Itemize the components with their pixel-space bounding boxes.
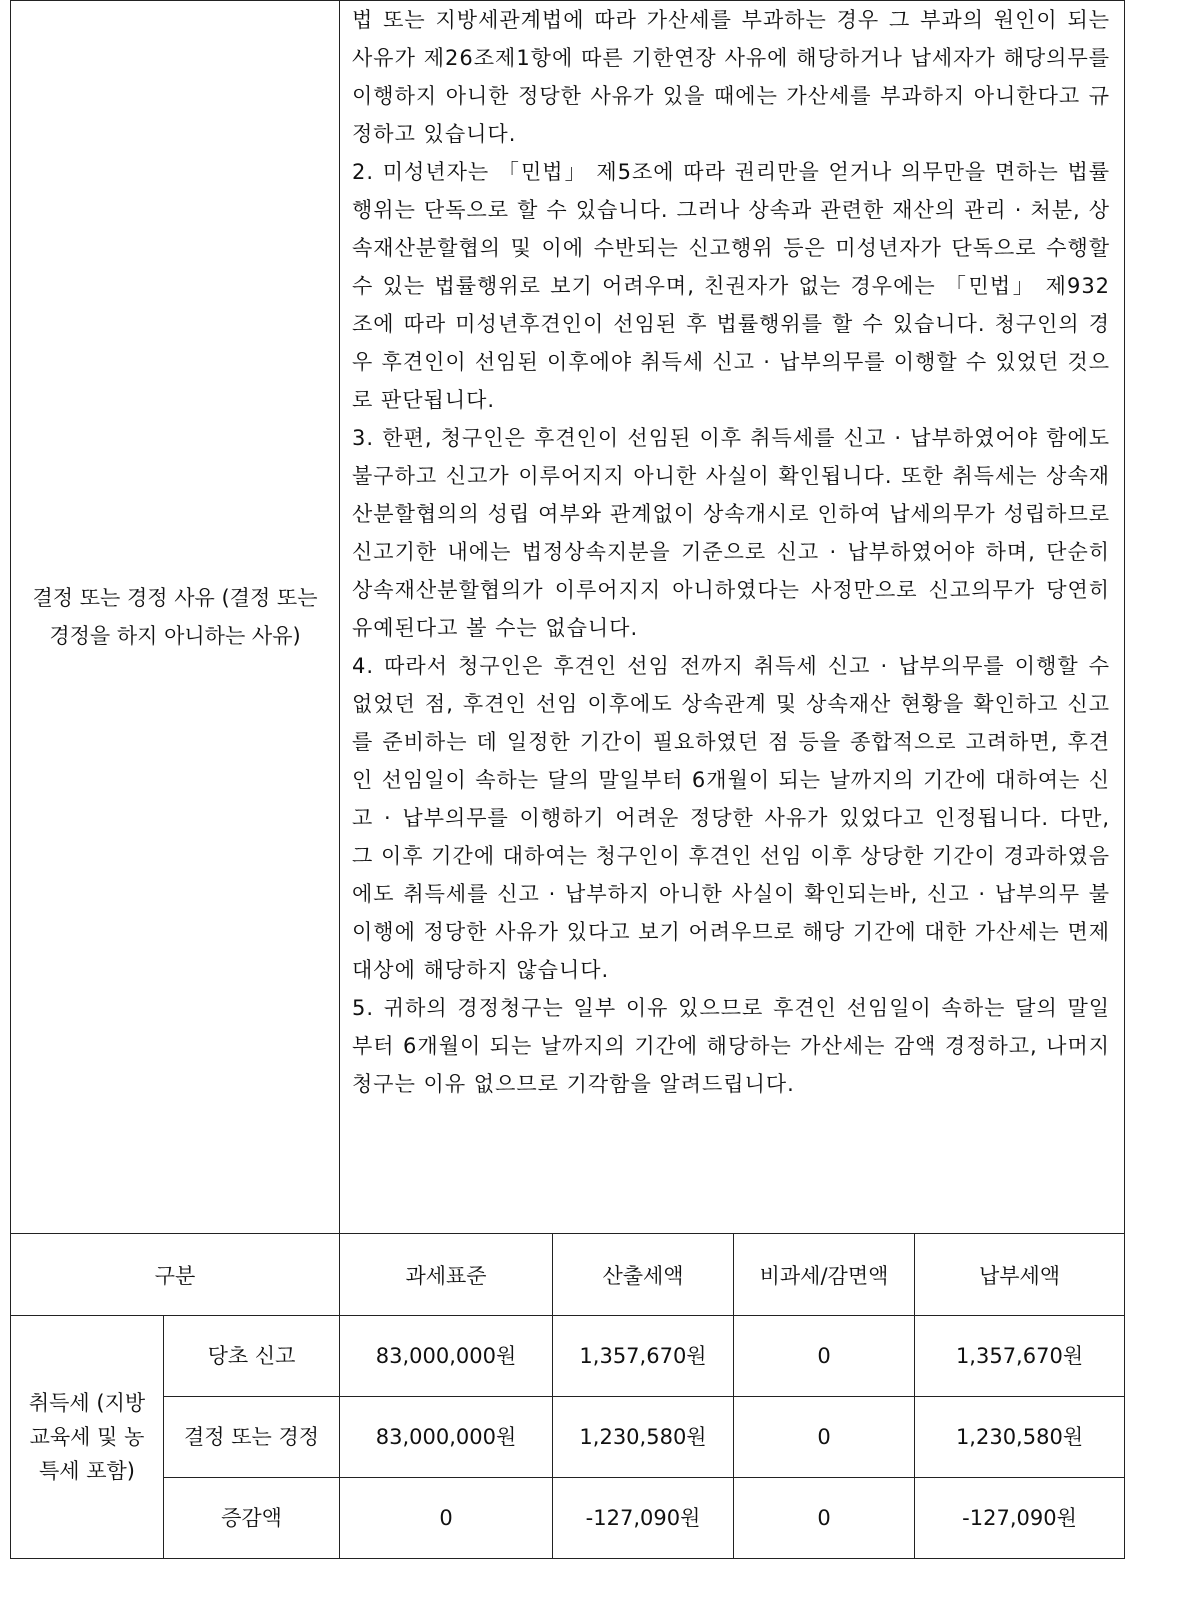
reason-paragraph-3: 3. 한편, 청구인은 후견인이 선임된 이후 취득세를 신고 · 납부하였어야 함에도 불구하고 신고가 이루어지지 아니한 사실이 확인됩니다. 또한 취득세는 상속재산분할협의의 성립 여부와 관계없이 상속개시로 인하여 납세의무가 성립하므로 신고기한 내에는 법정상속지분을 기준으로 신고 · 납부하였어야 하며, 단순히 상속재산분할협의가 이루어지지 아니하였다는 사정만으로 신고의무가 당연히 유예된다고 볼 수는 없습니다. (352, 426, 1111, 640)
header-tax-base: 과세표준 (340, 1234, 553, 1316)
cell-tax-base: 0 (340, 1478, 553, 1559)
cell-exemption: 0 (734, 1478, 915, 1559)
cell-computed-tax: 1,230,580원 (553, 1397, 734, 1478)
reason-paragraph-5: 5. 귀하의 경정청구는 일부 이유 있으므로 후견인 선임일이 속하는 달의 말일부터 6개월이 되는 날까지의 기간에 해당하는 가산세는 감액 경정하고, 나머지 청구는 이유 없으므로 기각함을 알려드립니다. (352, 996, 1111, 1096)
cell-computed-tax: -127,090원 (553, 1478, 734, 1559)
acquisition-tax-group-label: 취득세 (지방교육세 및 농특세 포함) (11, 1316, 164, 1559)
cell-exemption: 0 (734, 1316, 915, 1397)
reason-label: 결정 또는 경정 사유 (결정 또는 경정을 하지 아니하는 사유) (11, 1, 340, 1234)
cell-payable-tax: 1,357,670원 (915, 1316, 1125, 1397)
table-row (11, 1478, 1125, 1559)
reason-paragraph-1: 법 또는 지방세관계법에 따라 가산세를 부과하는 경우 그 부과의 원인이 되는 사유가 제26조제1항에 따른 기한연장 사유에 해당하거나 납세자가 해당의무를 이행하지 아니한 정당한 사유가 있을 때에는 가산세를 부과하지 아니한다고 규정하고 있습니다. (352, 8, 1111, 146)
header-category: 구분 (11, 1234, 340, 1316)
row-label: 결정 또는 경정 (164, 1397, 340, 1478)
cell-payable-tax: -127,090원 (915, 1478, 1125, 1559)
reason-paragraph-4: 4. 따라서 청구인은 후견인 선임 전까지 취득세 신고 · 납부의무를 이행할 수 없었던 점, 후견인 선임 이후에도 상속관계 및 상속재산 현황을 확인하고 신고를 준비하는 데 일정한 기간이 필요하였던 점 등을 종합적으로 고려하면, 후견인 선임일이 속하는 달의 말일부터 6개월이 되는 날까지의 기간에 대하여는 신고 · 납부의무를 이행하기 어려운 정당한 사유가 있었다고 인정됩니다. 다만, 그 이후 기간에 대하여는 청구인이 후견인 선임 이후 상당한 기간이 경과하였음에도 취득세를 신고 · 납부하지 아니한 사실이 확인되는바, 신고 · 납부의무 불이행에 정당한 사유가 있다고 보기 어려우므로 해당 기간에 대한 가산세는 면제 대상에 해당하지 않습니다. (352, 654, 1111, 982)
tax-table-header-row (11, 1234, 1125, 1316)
table-row (11, 1397, 1125, 1478)
reason-content (340, 1, 1125, 1234)
row-label: 당초 신고 (164, 1316, 340, 1397)
row-label: 증감액 (164, 1478, 340, 1559)
cell-payable-tax: 1,230,580원 (915, 1397, 1125, 1478)
cell-tax-base: 83,000,000원 (340, 1397, 553, 1478)
reason-paragraph-2: 2. 미성년자는 「민법」 제5조에 따라 권리만을 얻거나 의무만을 면하는 법률행위는 단독으로 할 수 있습니다. 그러나 상속과 관련한 재산의 관리 · 처분, 상속재산분할협의 및 이에 수반되는 신고행위 등은 미성년자가 단독으로 수행할 수 있는 법률행위로 보기 어려우며, 친권자가 없는 경우에는 「민법」 제932조에 따라 미성년후견인이 선임된 후 법률행위를 할 수 있습니다. 청구인의 경우 후견인이 선임된 이후에야 취득세 신고 · 납부의무를 이행할 수 있었던 것으로 판단됩니다. (352, 160, 1111, 412)
reason-row (11, 1, 1125, 1234)
table-row (11, 1316, 1125, 1397)
header-exemption: 비과세/감면액 (734, 1234, 915, 1316)
cell-exemption: 0 (734, 1397, 915, 1478)
cell-computed-tax: 1,357,670원 (553, 1316, 734, 1397)
header-computed-tax: 산출세액 (553, 1234, 734, 1316)
header-payable-tax: 납부세액 (915, 1234, 1125, 1316)
decision-document-table (10, 0, 1125, 1559)
cell-tax-base: 83,000,000원 (340, 1316, 553, 1397)
